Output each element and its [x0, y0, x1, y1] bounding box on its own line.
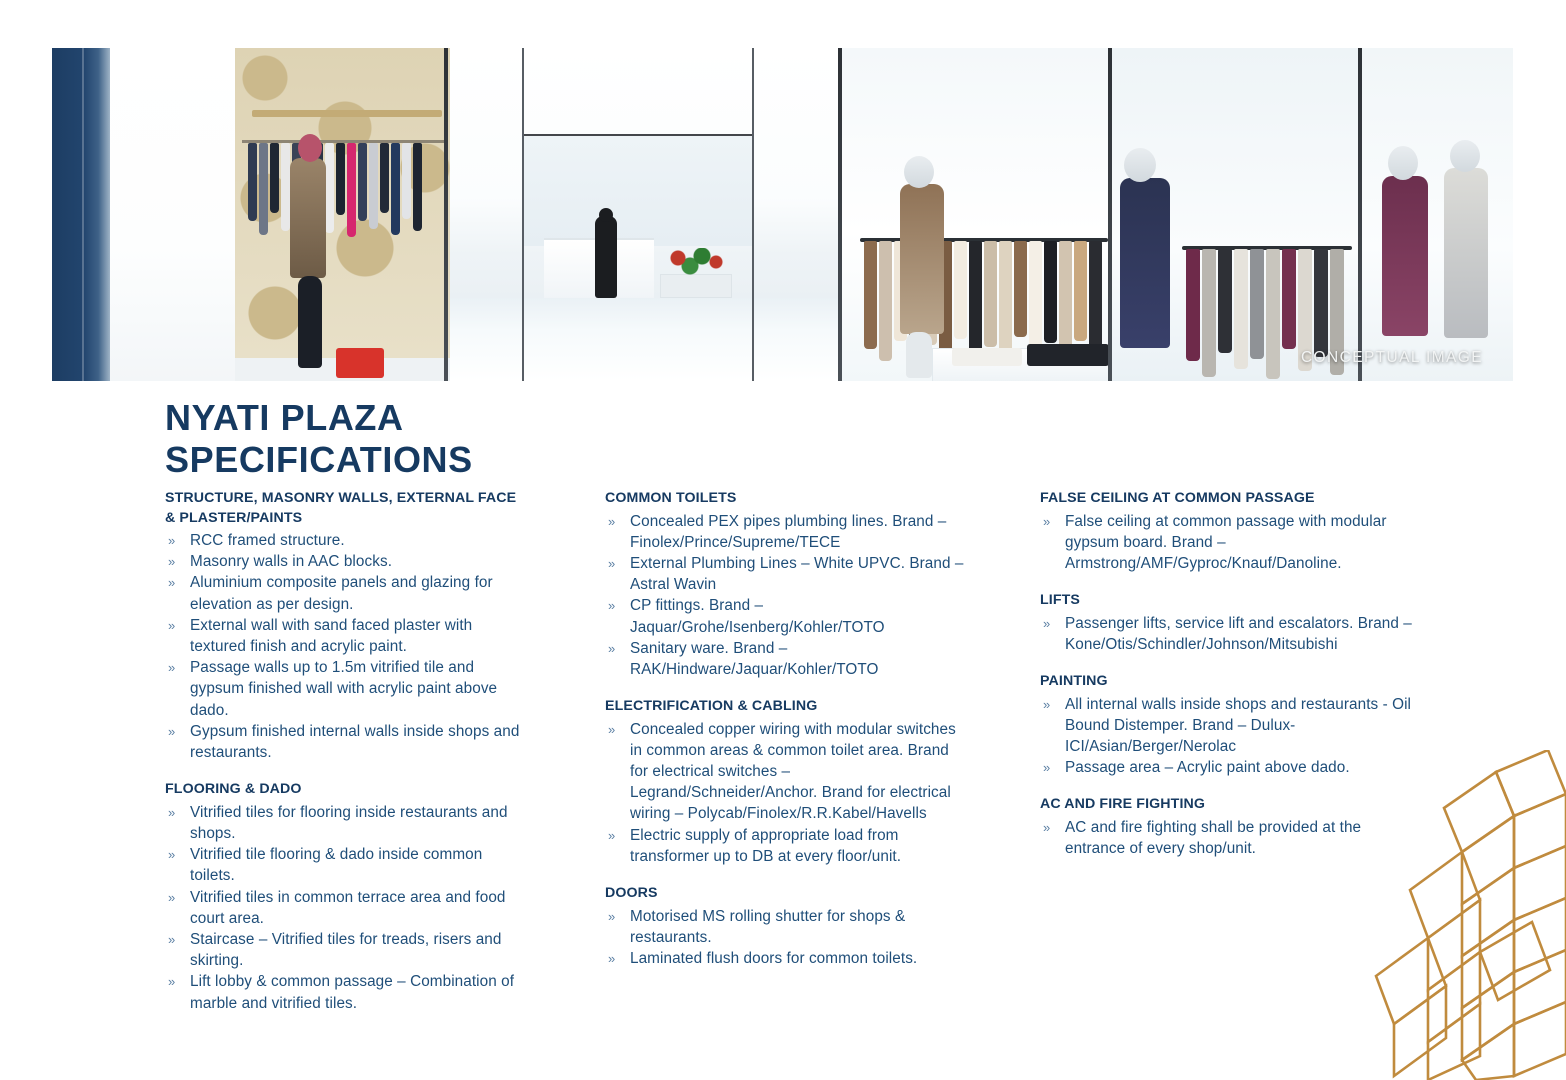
- title-line-2: SPECIFICATIONS: [165, 439, 473, 480]
- spec-section: [1040, 795, 1412, 859]
- spec-section: [605, 489, 965, 680]
- bullet-marker-icon: »: [608, 721, 616, 737]
- spec-list-item: [165, 971, 521, 1013]
- spec-item-text: Passage walls up to 1.5m vitrified tile and gypsum finished wall with acrylic paint above dado.: [190, 659, 498, 719]
- spec-item-text: Gypsum finished internal walls inside shops and restaurants.: [190, 722, 520, 762]
- bullet-marker-icon: »: [608, 513, 616, 529]
- spec-item-text: AC and fire fighting shall be provided at the entrance of every shop/unit.: [1065, 818, 1362, 858]
- spec-item-list: [1040, 817, 1412, 859]
- bullet-marker-icon: »: [608, 640, 616, 656]
- bullet-marker-icon: »: [608, 555, 616, 571]
- bullet-marker-icon: »: [1043, 615, 1051, 631]
- photo-mannequin-head: [1450, 140, 1480, 172]
- spec-item-list: [605, 906, 965, 970]
- photo-folded-clothes: [952, 348, 1022, 366]
- photo-mullion: [752, 48, 754, 381]
- photo-garment-row: [248, 143, 422, 239]
- photo-mullion: [522, 48, 524, 381]
- bullet-marker-icon: »: [1043, 696, 1051, 712]
- spec-item-text: Motorised MS rolling shutter for shops & restaurants.: [630, 907, 906, 946]
- spec-item-text: Passage area – Acrylic paint above dado.: [1065, 759, 1350, 777]
- bullet-marker-icon: »: [168, 617, 176, 633]
- photo-mannequin: [1382, 176, 1428, 336]
- spec-section: [165, 489, 521, 763]
- spec-list-item: [165, 657, 521, 721]
- spec-item-text: External Plumbing Lines – White UPVC. Brand – Astral Wavin: [630, 554, 964, 594]
- spec-list-item: [605, 511, 965, 553]
- photo-back-wall: [522, 136, 752, 246]
- bullet-marker-icon: »: [168, 931, 176, 947]
- spec-section: [1040, 591, 1412, 655]
- page-title: [165, 397, 865, 481]
- spec-section: [605, 697, 965, 867]
- spec-item-text: Lift lobby & common passage – Combination of marble and vitrified tiles.: [190, 973, 515, 1012]
- spec-list-item: [605, 595, 965, 637]
- photo-mannequin-head: [1388, 146, 1418, 180]
- bullet-marker-icon: »: [168, 723, 176, 739]
- spec-item-text: Concealed copper wiring with modular switches in common areas & common toilet area. Brand for electrical switches – Legrand/Schneider/Anchor. Brand for electrical wiring – Polycab/Finolex/R.R.Kabel/Havells: [630, 720, 956, 823]
- spec-list-item: [165, 721, 521, 763]
- spec-item-list: [605, 511, 965, 681]
- spec-list-item: [165, 551, 521, 572]
- spec-section: [1040, 489, 1412, 574]
- spec-section: [1040, 672, 1412, 778]
- bullet-marker-icon: »: [168, 847, 176, 863]
- spec-item-text: All internal walls inside shops and restaurants - Oil Bound Distemper. Brand – Dulux-ICI/Asian/Berger/Nerolac: [1065, 695, 1412, 755]
- bullet-marker-icon: »: [608, 827, 616, 843]
- photo-mannequin: [1444, 168, 1488, 338]
- spec-item-list: [1040, 613, 1412, 655]
- spec-section-heading: COMMON TOILETS: [605, 490, 737, 506]
- spec-item-text: Laminated flush doors for common toilets.: [630, 949, 918, 967]
- spec-item-text: Sanitary ware. Brand – RAK/Hindware/Jaquar/Kohler/TOTO: [630, 639, 879, 678]
- spec-list-item: [1040, 694, 1412, 758]
- bullet-marker-icon: »: [608, 950, 616, 966]
- spec-item-text: False ceiling at common passage with modular gypsum board. Brand – Armstrong/AMF/Gyproc/Knauf/Danoline.: [1065, 512, 1387, 572]
- bullet-marker-icon: »: [168, 554, 176, 570]
- photo-dark-glass-column: [52, 48, 110, 381]
- spec-section-heading: DOORS: [605, 885, 658, 902]
- photo-red-box: [336, 348, 384, 378]
- spec-column-3: [1040, 489, 1412, 876]
- spec-section: [165, 780, 521, 1014]
- photo-mannequin-head: [298, 134, 322, 162]
- photo-reflective-floor: [450, 298, 842, 381]
- photo-mullion: [444, 48, 448, 381]
- photo-mannequin-legs: [298, 276, 322, 368]
- spec-item-list: [1040, 694, 1412, 779]
- photo-mannequin: [900, 184, 944, 334]
- spec-list-item: [165, 929, 521, 971]
- bullet-marker-icon: »: [1043, 760, 1051, 776]
- spec-section-heading: ELECTRIFICATION & CABLING: [605, 698, 818, 715]
- spec-item-text: Vitrified tiles for flooring inside restaurants and shops.: [190, 803, 508, 842]
- spec-section-heading: FLOORING & DADO: [165, 781, 302, 798]
- spec-section-heading: FALSE CEILING AT COMMON PASSAGE: [1040, 490, 1315, 506]
- spec-list-item: [605, 825, 965, 867]
- spec-section-heading: LIFTS: [1040, 592, 1081, 609]
- spec-item-text: Concealed PEX pipes plumbing lines. Brand – Finolex/Prince/Supreme/TECE: [630, 512, 947, 551]
- spec-list-item: [165, 802, 521, 844]
- spec-list-item: [1040, 613, 1412, 655]
- spec-item-list: [1040, 511, 1412, 575]
- spec-item-list: [605, 719, 965, 867]
- photo-mannequin-head: [904, 156, 934, 188]
- spec-item-text: Electric supply of appropriate load from transformer up to DB at every floor/unit.: [630, 826, 902, 865]
- bullet-marker-icon: »: [608, 908, 616, 924]
- spec-section-heading: AC AND FIRE FIGHTING: [1040, 796, 1206, 813]
- spec-item-text: RCC framed structure.: [190, 532, 345, 549]
- spec-list-item: [1040, 817, 1412, 859]
- bullet-marker-icon: »: [168, 889, 176, 905]
- photo-mannequin: [290, 158, 326, 278]
- bullet-marker-icon: »: [168, 660, 176, 676]
- spec-item-text: Vitrified tiles in common terrace area and food court area.: [190, 888, 506, 927]
- mall-interior-photo: [52, 48, 1513, 381]
- bullet-marker-icon: »: [168, 804, 176, 820]
- spec-section-heading: PAINTING: [1040, 673, 1108, 690]
- banner-image: [52, 48, 1513, 381]
- spec-list-item: [165, 572, 521, 614]
- conceptual-image-caption: CONCEPTUAL IMAGE: [1300, 349, 1483, 366]
- spec-column-1: [165, 489, 521, 1031]
- photo-mannequin: [1120, 178, 1170, 348]
- spec-list-item: [1040, 511, 1412, 575]
- spec-list-item: [605, 553, 965, 595]
- spec-list-item: [165, 887, 521, 929]
- photo-person: [595, 216, 617, 298]
- spec-item-text: Masonry walls in AAC blocks.: [190, 553, 393, 571]
- photo-mannequin-head: [1124, 148, 1156, 182]
- spec-section-heading: STRUCTURE, MASONRY WALLS, EXTERNAL FACE & PLASTER/PAINTS: [165, 490, 517, 526]
- photo-white-wall: [110, 48, 235, 381]
- bullet-marker-icon: »: [168, 575, 176, 591]
- spec-list-item: [165, 615, 521, 657]
- spec-item-text: Aluminium composite panels and glazing for elevation as per design.: [190, 574, 493, 613]
- title-line-1: NYATI PLAZA: [165, 397, 404, 438]
- spec-list-item: [165, 844, 521, 886]
- spec-list-item: [605, 638, 965, 680]
- spec-list-item: [605, 948, 965, 969]
- spec-list-item: [605, 906, 965, 948]
- spec-column-2: [605, 489, 965, 986]
- bullet-marker-icon: »: [1043, 513, 1051, 529]
- bullet-marker-icon: »: [168, 974, 176, 990]
- bullet-marker-icon: »: [1043, 819, 1051, 835]
- bullet-marker-icon: »: [608, 598, 616, 614]
- spec-item-text: External wall with sand faced plaster with textured finish and acrylic paint.: [190, 616, 473, 656]
- spec-item-text: Vitrified tile flooring & dado inside common toilets.: [190, 846, 483, 885]
- bullet-marker-icon: »: [168, 533, 176, 548]
- spec-list-item: [605, 719, 965, 825]
- spec-item-text: Staircase – Vitrified tiles for treads, risers and skirting.: [190, 930, 502, 970]
- spec-item-list: [165, 802, 521, 1014]
- spec-item-text: Passenger lifts, service lift and escalators. Brand – Kone/Otis/Schindler/Johnson/Mitsubishi: [1065, 614, 1412, 653]
- photo-shelf: [252, 110, 442, 117]
- photo-flowers: [664, 248, 726, 278]
- spec-section: [605, 884, 965, 969]
- spec-item-text: CP fittings. Brand – Jaquar/Grohe/Isenberg/Kohler/TOTO: [630, 597, 885, 636]
- photo-folded-clothes: [1027, 344, 1109, 366]
- photo-mannequin-legs: [906, 332, 932, 378]
- spec-list-item: [165, 530, 521, 551]
- spec-item-list: [165, 530, 521, 763]
- spec-list-item: [1040, 757, 1412, 778]
